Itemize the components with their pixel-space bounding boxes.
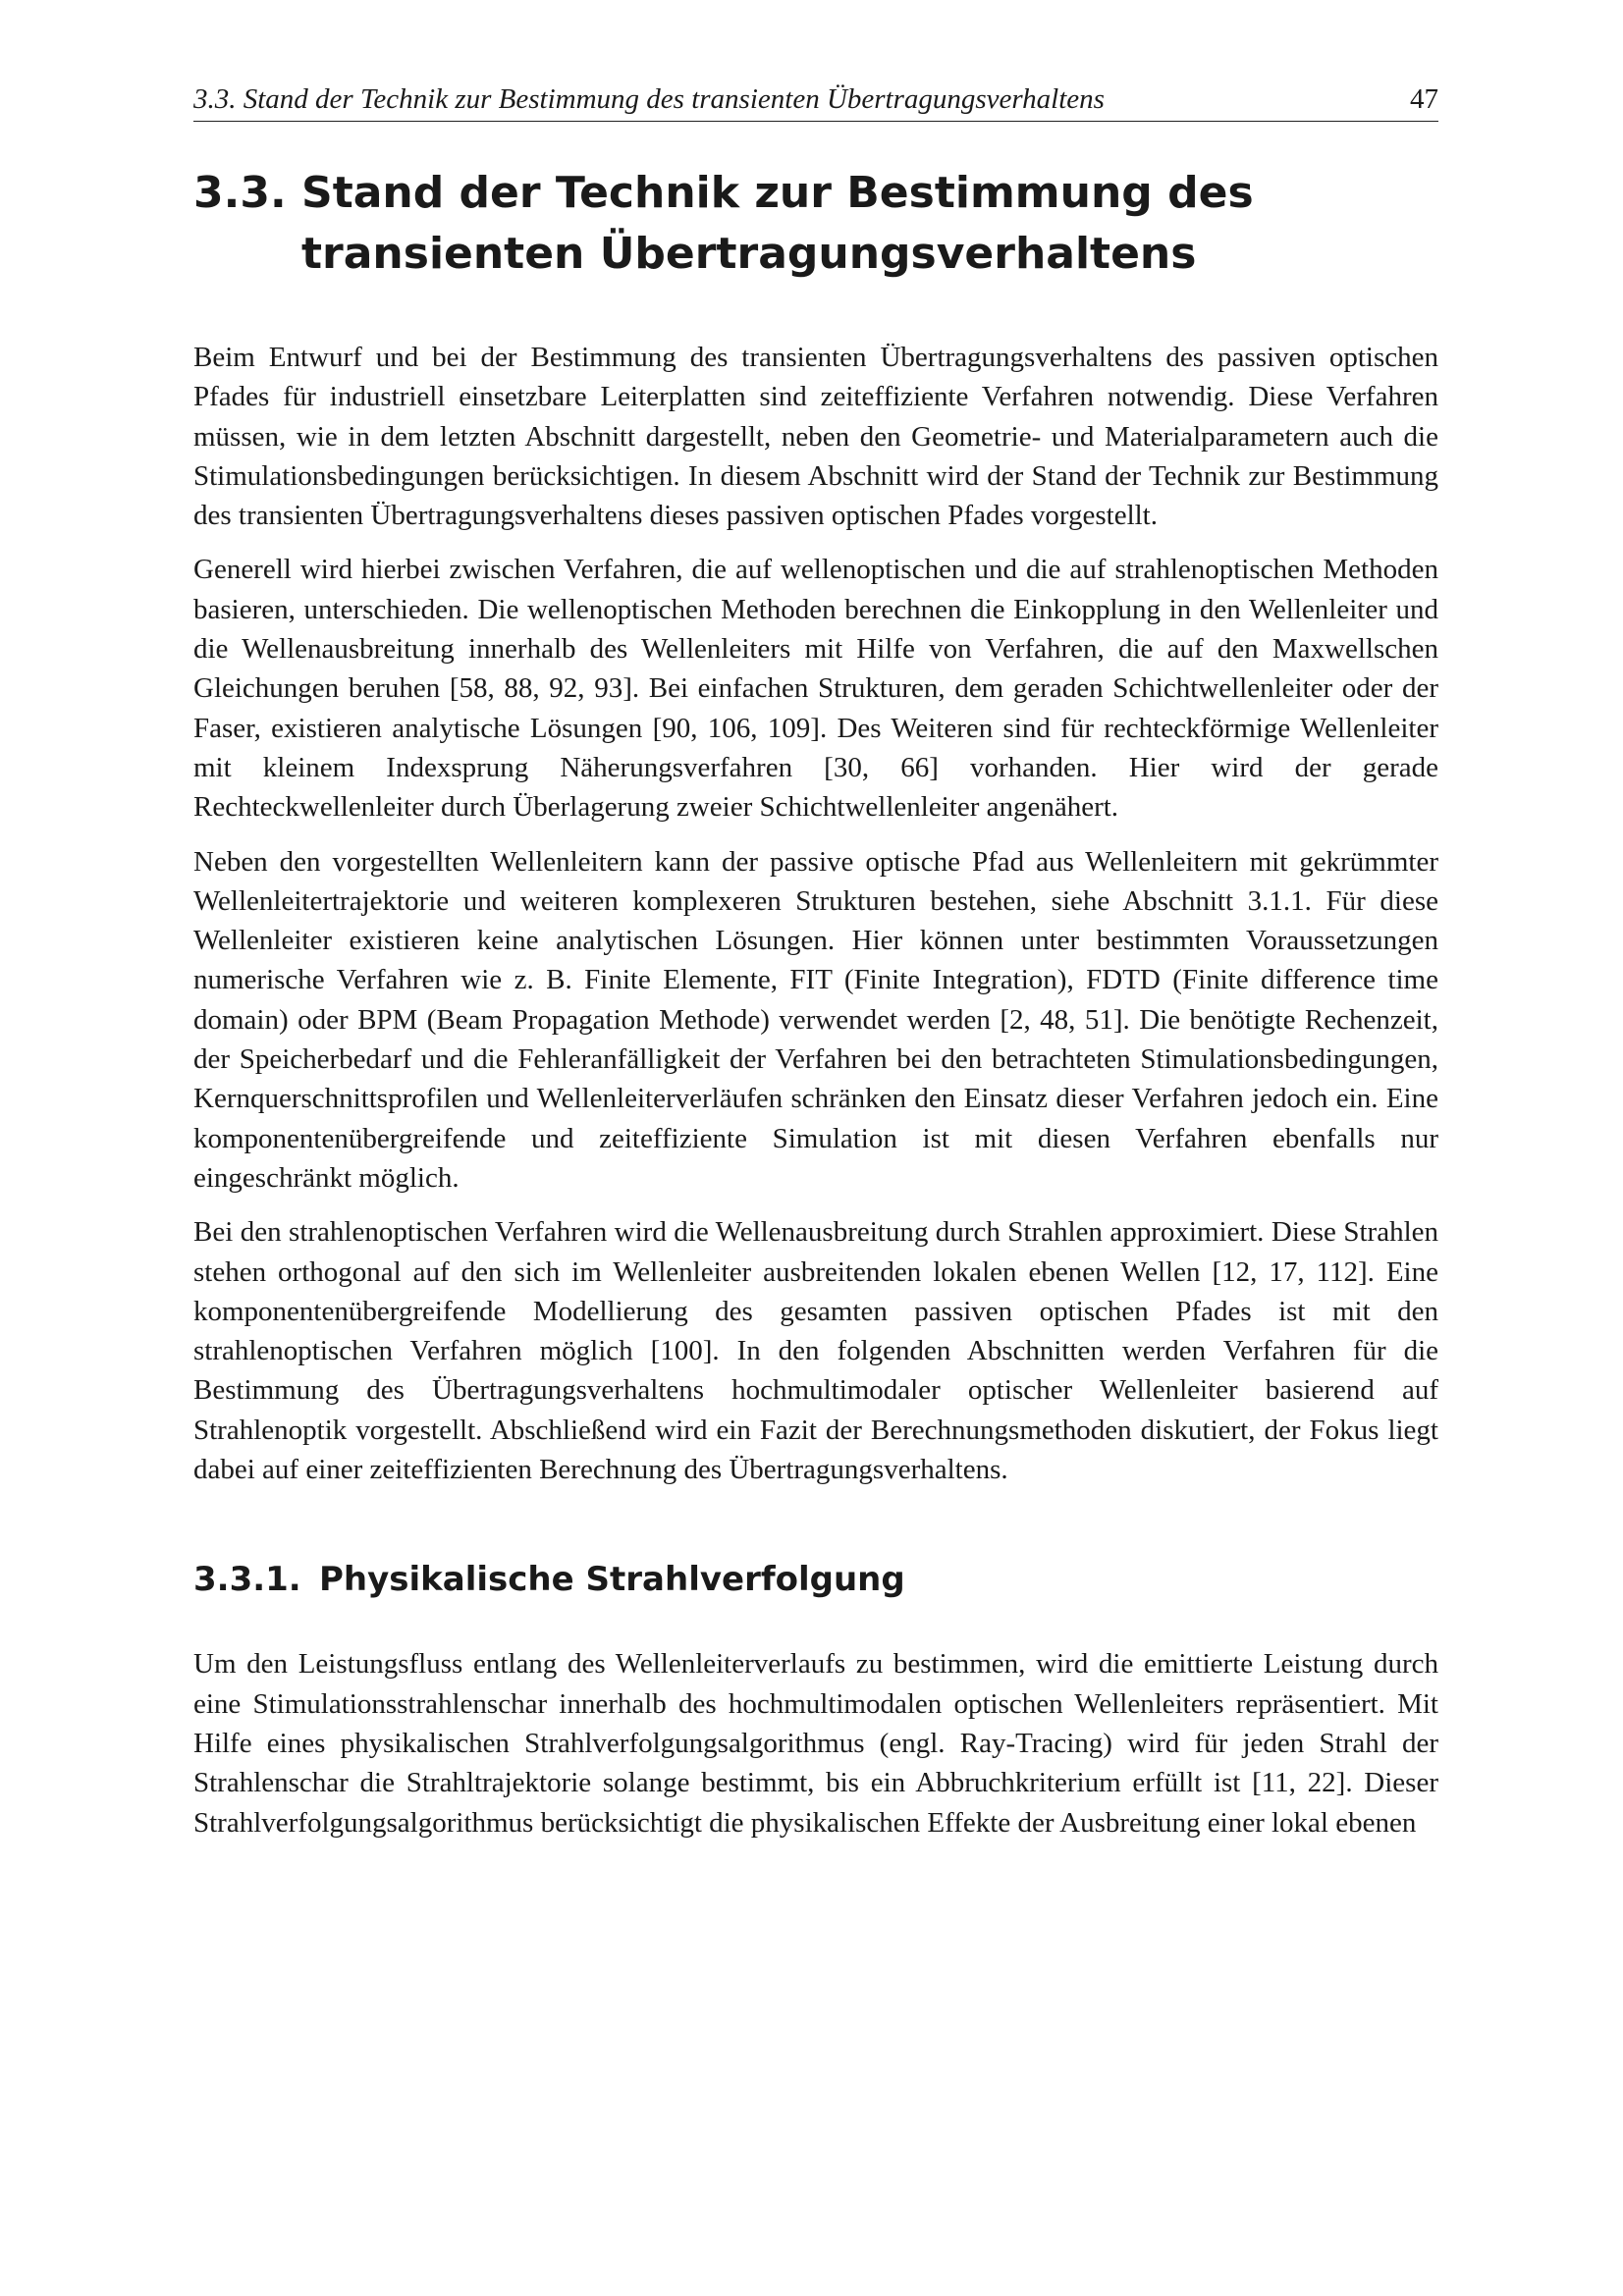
subsection-body [193,1644,1438,1842]
paragraph: Um den Leistungsfluss entlang des Wellenleiterverlaufs zu bestimmen, wird die emittierte Leistung durch eine Stimulationsstrahlenschar innerhalb des hochmultimodalen optischen Wellenleiters repräsentiert. Mit Hilfe eines physikalischen Strahlverfolgungsalgorithmus (engl. Ray-Tracing) wird für jeden Strahl der Strahlenschar die Strahltrajektorie solange bestimmt, bis ein Abbruchkriterium erfüllt ist [11, 22]. Dieser Strahlverfolgungsalgorithmus berücksichtigt die physikalischen Effekte der Ausbreitung einer lokal ebenen [193,1648,1438,1839]
section-number: 3.3. [193,168,287,218]
section-heading [193,163,1438,285]
page-number: 47 [1410,83,1438,115]
subsection-number: 3.3.1. [193,1560,301,1600]
running-header [193,82,1438,122]
section-body [193,338,1438,1489]
paragraph: Bei den strahlenoptischen Verfahren wird die Wellenausbreitung durch Strahlen approximiert. Diese Strahlen stehen orthogonal auf den sich im Wellenleiter ausbreitenden lokalen ebenen Wellen [12, 17, 112]. Eine komponentenübergreifende Modellierung des gesamten passiven optischen Pfades ist mit den strahlenoptischen Verfahren möglich [100]. In den folgenden Abschnitten werden Verfahren für die Bestimmung des Übertragungsverhaltens hochmultimodaler optischer Wellenleiter basierend auf Strahlenoptik vorgestellt. Abschließend wird ein Fazit der Berechnungsmethoden diskutiert, der Fokus liegt dabei auf einer zeiteffizienten Berechnung des Übertragungsverhaltens. [193,1216,1438,1486]
section-title: Stand der Technik zur Bestimmung des transienten Übertragungsverhaltens [301,168,1254,279]
subsection-heading [193,1558,1438,1601]
document-page [193,82,1438,1857]
subsection-title: Physikalische Strahlverfolgung [319,1560,905,1600]
running-title: 3.3. Stand der Technik zur Bestimmung des transienten Übertragungsverhaltens [193,83,1105,115]
paragraph: Beim Entwurf und bei der Bestimmung des transienten Übertragungsverhaltens des passiven optischen Pfades für industriell einsetzbare Leiterplatten sind zeiteffiziente Verfahren notwendig. Diese Verfahren müssen, wie in dem letzten Abschnitt dargestellt, neben den Geometrie- und Materialparametern auch die Stimulationsbedingungen berücksichtigen. In diesem Abschnitt wird der Stand der Technik zur Bestimmung des transienten Übertragungsverhaltens dieses passiven optischen Pfades vorgestellt. [193,342,1438,532]
paragraph: Generell wird hierbei zwischen Verfahren, die auf wellenoptischen und die auf strahlenoptischen Methoden basieren, unterschieden. Die wellenoptischen Methoden berechnen die Einkopplung in den Wellenleiter und die Wellenausbreitung innerhalb des Wellenleiters mit Hilfe von Verfahren, die auf den Maxwellschen Gleichungen beruhen [58, 88, 92, 93]. Bei einfachen Strukturen, dem geraden Schichtwellenleiter oder der Faser, existieren analytische Lösungen [90, 106, 109]. Des Weiteren sind für rechteckförmige Wellenleiter mit kleinem Indexsprung Näherungsverfahren [30, 66] vorhanden. Hier wird der gerade Rechteckwellenleiter durch Überlagerung zweier Schichtwellenleiter angenähert. [193,554,1438,824]
paragraph: Neben den vorgestellten Wellenleitern kann der passive optische Pfad aus Wellenleitern mit gekrümmter Wellenleitertrajektorie und weiteren komplexeren Strukturen bestehen, siehe Abschnitt 3.1.1. Für diese Wellenleiter existieren keine analytischen Lösungen. Hier können unter bestimmten Voraussetzungen numerische Verfahren wie z. B. Finite Elemente, FIT (Finite Integration), FDTD (Finite difference time domain) oder BPM (Beam Propagation Methode) verwendet werden [2, 48, 51]. Die benötigte Rechenzeit, der Speicherbedarf und die Fehleranfälligkeit der Verfahren bei den betrachteten Stimulationsbedingungen, Kernquerschnittsprofilen und Wellenleiterverläufen schränken den Einsatz dieser Verfahren jedoch ein. Eine komponentenübergreifende und zeiteffiziente Simulation ist mit diesen Verfahren ebenfalls nur eingeschränkt möglich. [193,845,1438,1194]
